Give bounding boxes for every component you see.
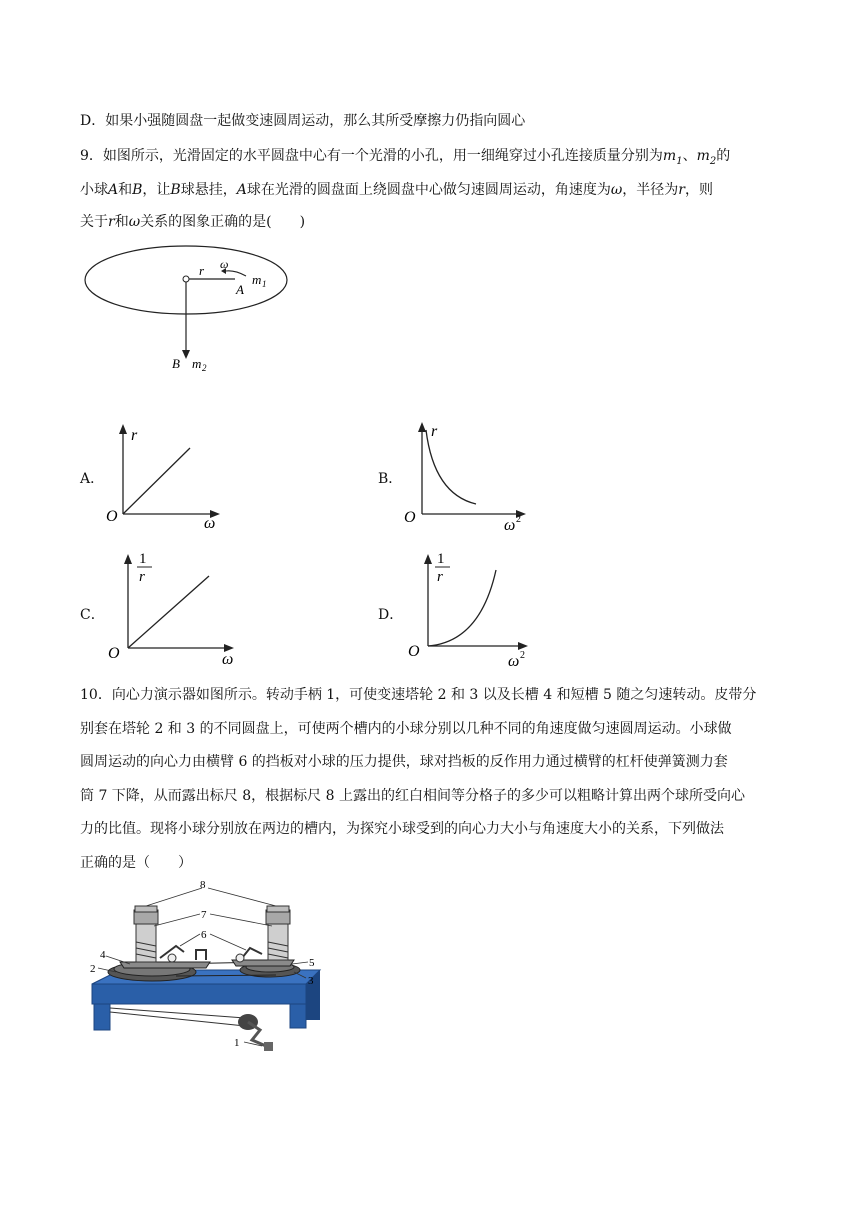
- label-2: 2: [90, 963, 96, 975]
- q9-text: ，则: [684, 182, 713, 198]
- q9-text: 和: [114, 214, 129, 230]
- fig-r: r: [199, 263, 205, 278]
- origin-label: O: [108, 645, 120, 662]
- leader-4: [106, 956, 130, 964]
- crank-handle: [248, 1022, 266, 1046]
- leader-7: [154, 914, 200, 926]
- fig-a: A: [236, 282, 244, 297]
- fig-m2: m: [192, 356, 202, 371]
- q10-line-4: 筒 7 下降，从而露出标尺 8，根据标尺 8 上露出的红白相间等分格子的多少可以粗略计算出两个球所受向心: [80, 788, 745, 804]
- origin-label: O: [404, 509, 416, 526]
- x-label: ω: [508, 653, 520, 670]
- y-arrow-icon: [124, 554, 132, 564]
- curve: [123, 448, 190, 514]
- x-label: ω: [504, 517, 516, 534]
- belt: [110, 1012, 245, 1026]
- option-a-letter[interactable]: A．: [80, 471, 105, 487]
- scale-top-right: [267, 906, 289, 912]
- option-d-letter[interactable]: D．: [378, 607, 404, 623]
- q9-m2: m: [696, 148, 710, 164]
- leader-5: [292, 962, 308, 964]
- q9-disc-figure: [80, 240, 300, 380]
- q9-var-omega: ω: [128, 214, 141, 230]
- q9-var-b: B: [170, 182, 181, 198]
- q9-line-3: [80, 212, 305, 232]
- q9-sep: 、: [682, 148, 697, 164]
- ball-left: [168, 954, 176, 962]
- y-arrow-icon: [424, 554, 432, 564]
- q9-line-1: [80, 146, 730, 172]
- option-c-letter[interactable]: C．: [80, 607, 105, 623]
- leader-6: [180, 934, 200, 946]
- option-b-graph[interactable]: [400, 418, 540, 536]
- y-num: 1: [139, 551, 147, 567]
- y-label: r: [431, 423, 438, 440]
- q9-m2-sub: 2: [709, 155, 717, 167]
- q9-m1: m: [662, 148, 677, 164]
- q10-line-5: 力的比值。现将小球分别放在两边的槽内，为探究小球受到的向心力大小与角速度大小的关系，下列做法: [80, 821, 724, 837]
- baffle-left: [196, 950, 206, 960]
- x-label: ω: [204, 515, 216, 532]
- q9-var-omega: ω: [610, 182, 623, 198]
- option-b-letter[interactable]: B．: [378, 471, 403, 487]
- q8-option-d[interactable]: D．如果小强随圆盘一起做变速圆周运动，那么其所受摩擦力仍指向圆心: [80, 113, 526, 129]
- table-leg: [306, 990, 320, 1020]
- origin-label: O: [106, 508, 118, 525]
- q9-var-a: A: [236, 182, 247, 198]
- q9-text: ，让: [142, 182, 171, 198]
- y-label: r: [131, 427, 138, 444]
- centripetal-apparatus-figure: [80, 880, 340, 1060]
- ball-right: [236, 954, 244, 962]
- label-5: 5: [309, 957, 315, 969]
- q10-line-1: 10．向心力演示器如图所示。转动手柄 1，可使变速塔轮 2 和 3 以及长槽 4 和短槽 5 随之匀速转动。皮带分: [80, 687, 757, 703]
- x-sup: 2: [520, 650, 525, 661]
- q9-line-2: [80, 180, 713, 200]
- y-den: r: [139, 569, 145, 585]
- label-4: 4: [100, 949, 106, 961]
- table-leg: [290, 1004, 306, 1028]
- q9-text: 和: [118, 182, 133, 198]
- option-c-graph[interactable]: [100, 548, 250, 666]
- long-groove-4: [120, 962, 210, 968]
- crank-grip: [264, 1042, 273, 1051]
- leader-6: [210, 934, 246, 950]
- fig-m1: m: [252, 272, 262, 287]
- x-arrow-icon: [518, 642, 528, 650]
- x-sup: 2: [516, 514, 521, 525]
- curve: [128, 576, 209, 648]
- label-8: 8: [200, 880, 206, 891]
- down-arrow-icon: [182, 350, 190, 359]
- label-3: 3: [308, 975, 314, 987]
- q9-var-b: B: [132, 182, 143, 198]
- label-7: 7: [201, 909, 207, 921]
- fig-m1-sub: 1: [262, 279, 267, 289]
- option-a-graph[interactable]: [100, 420, 230, 532]
- fig-omega: ω: [220, 257, 229, 271]
- q9-var-r: r: [108, 214, 115, 230]
- q9-var-a: A: [108, 182, 119, 198]
- table-leg: [94, 1004, 110, 1030]
- origin-label: O: [408, 643, 420, 660]
- q9-text: ，半径为: [622, 182, 679, 198]
- q9-text: 小球: [80, 182, 108, 198]
- leader-8: [146, 888, 202, 906]
- fig-b: B: [172, 356, 180, 371]
- leader-7: [210, 914, 272, 926]
- q9-text: 关于: [80, 214, 108, 230]
- hole: [183, 276, 189, 282]
- belt: [110, 1008, 245, 1018]
- table-front: [92, 984, 306, 1004]
- option-d-graph[interactable]: [400, 548, 540, 670]
- q9-text: 关系的图象正确的是( ): [140, 214, 306, 230]
- y-arrow-icon: [418, 422, 426, 432]
- leader-8: [208, 888, 276, 906]
- fig-m2-sub: 2: [202, 363, 207, 373]
- label-1: 1: [234, 1037, 240, 1049]
- curve: [426, 430, 476, 504]
- q9-m1-sub: 1: [676, 155, 683, 167]
- label-6: 6: [201, 929, 207, 941]
- rotation-arc: [226, 271, 246, 276]
- q9-line1-text: 9．如图所示，光滑固定的水平圆盘中心有一个光滑的小孔，用一细绳穿过小孔连接质量分别为: [80, 148, 663, 164]
- x-label: ω: [222, 651, 234, 666]
- q10-line-2: 别套在塔轮 2 和 3 的不同圆盘上，可使两个槽内的小球分别以几种不同的角速度做匀速圆周运动。小球做: [80, 721, 732, 737]
- y-den: r: [437, 569, 443, 585]
- q9-line1-end: 的: [716, 148, 731, 164]
- q9-text: 球在光滑的圆盘面上绕圆盘中心做匀速圆周运动，角速度为: [246, 182, 611, 198]
- q10-line-6: 正确的是（ ）: [80, 855, 192, 871]
- q9-text: 球悬挂，: [180, 182, 237, 198]
- scale-top-left: [135, 906, 157, 912]
- q9-var-r: r: [678, 182, 685, 198]
- q10-line-3: 圆周运动的向心力由横臂 6 的挡板对小球的压力提供，球对挡板的反作用力通过横臂的杠杆使弹簧测力套: [80, 754, 728, 770]
- y-arrow-icon: [119, 424, 127, 434]
- y-num: 1: [437, 551, 445, 567]
